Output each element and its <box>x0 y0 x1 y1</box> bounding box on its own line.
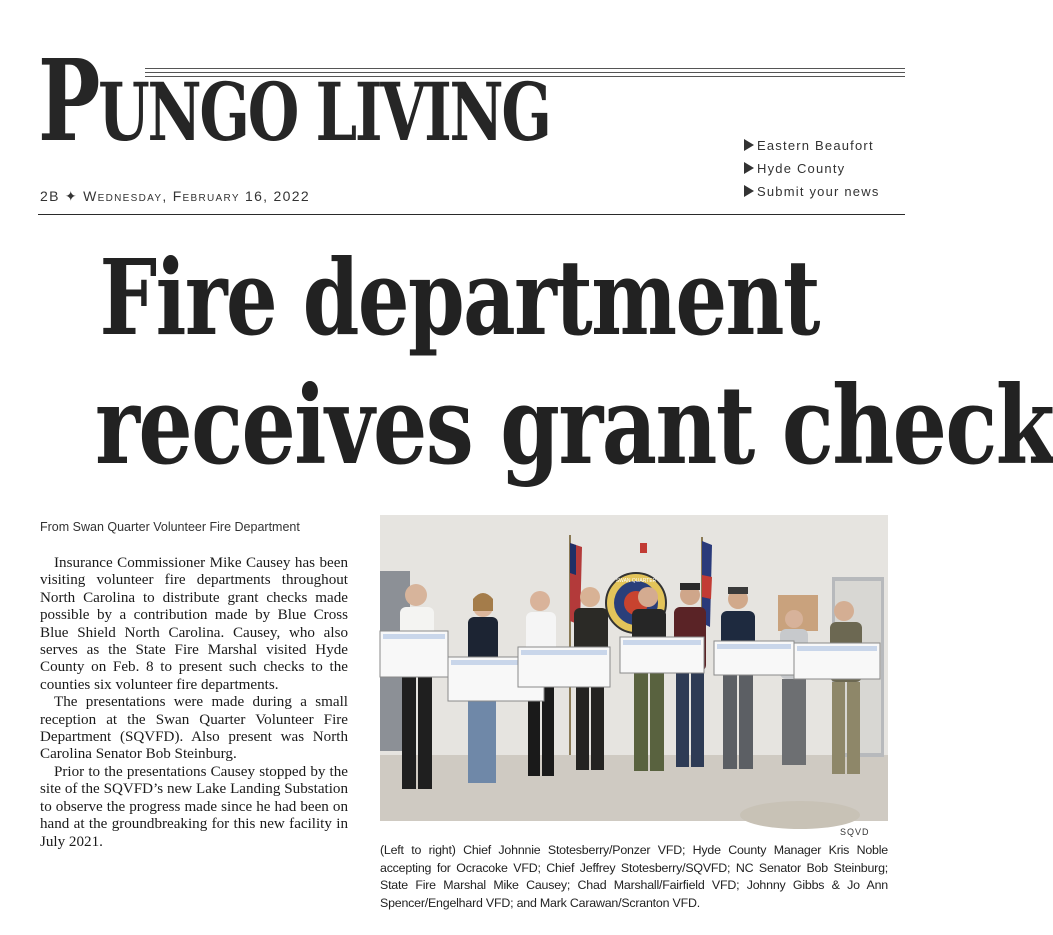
triangle-icon <box>744 139 754 151</box>
photo-caption: (Left to right) Chief Johnnie Stotesberry/Ponzer VFD; Hyde County Manager Kris Noble accepting for Ocracoke VFD; Chief Jeffrey Stotesberry/SQVFD; NC Senator Bob Steinburg; State Fire Marshal Mike Causey; Chad Marshall/Fairfield VFD; Johnny Gibbs & Jo Ann Spencer/Engelhard VFD; and Mark Carawan/Scranton VFD. <box>380 843 888 910</box>
link-eastern-beaufort[interactable]: Eastern Beaufort <box>744 137 905 160</box>
photo-credit: SQVD <box>840 827 870 837</box>
article-body <box>40 555 348 851</box>
svg-text:SWAN QUARTER: SWAN QUARTER <box>615 578 657 584</box>
paragraph-3: Prior to the presentations Causey stopped by the site of the SQVFD’s new Lake Landing Substation to observe the progress made since he had been on hand at the groundbreaking for this new facility in July 2021. <box>40 763 348 850</box>
byline: From Swan Quarter Volunteer Fire Department <box>40 520 300 534</box>
headline-line-2: receives grant check <box>95 363 1053 489</box>
section-links <box>744 137 905 206</box>
paragraph-2: The presentations were made during a small reception at the Swan Quarter Volunteer Fire Department (SQVFD). Also present was North Carolina Senator Bob Steinburg. <box>40 694 348 763</box>
link-submit-news[interactable]: Submit your news <box>744 183 905 206</box>
dateline: 2B ✦ Wednesday, February 16, 2022 <box>40 188 310 204</box>
masthead-title: PUNGO LIVING <box>38 36 550 167</box>
triangle-icon <box>744 162 754 174</box>
link-hyde-county[interactable]: Hyde County <box>744 160 905 183</box>
group-photo <box>380 515 888 821</box>
masthead-bottom-rule <box>38 214 905 215</box>
photo-illustration <box>380 515 888 821</box>
paragraph-1: Insurance Commissioner Mike Causey has been visiting volunteer fire departments throughout North Carolina to distribute grant checks made possible by a contribution made by Blue Cross Blue Shield North Carolina. Causey, who also serves as the State Fire Marshal visited Hyde County on Feb. 8 to present such checks to the counties six volunteer fire departments. <box>40 555 348 693</box>
headline-line-1: Fire department <box>99 236 819 359</box>
triangle-icon <box>744 185 754 197</box>
